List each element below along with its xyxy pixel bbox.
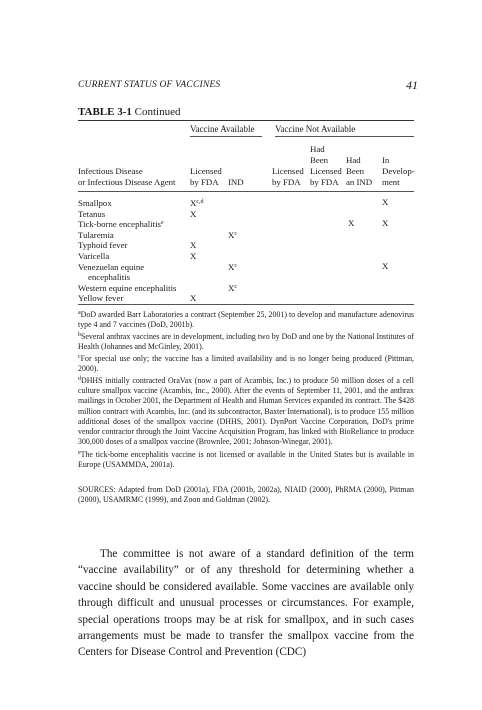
cell-licensed: X$^{c,d}$	[190, 198, 204, 208]
header-bottom-rule	[78, 191, 414, 192]
row-agent-name: Tick-borne encephalitis$^e$	[78, 219, 164, 230]
table-row	[78, 239, 414, 250]
footnote-b: $^b$Several anthrax vaccines are in development, including two by DoD and one by the National Institutes of Health (Johannes and McGinley, 2001).	[78, 332, 414, 352]
table-label: TABLE 3-1	[78, 106, 132, 118]
table-top-rule	[78, 120, 414, 121]
cell-ind: $X^c$	[228, 261, 238, 272]
page-number: 41	[406, 78, 418, 92]
table-row	[78, 261, 414, 272]
table-row	[78, 208, 414, 219]
col-header-licensed: Licensed by FDA	[190, 166, 222, 187]
cell-ind: $X^c$	[228, 229, 238, 240]
cell-had-been-ind: X	[348, 218, 355, 229]
cell-licensed: X	[190, 208, 197, 219]
table-row	[78, 250, 414, 261]
cell-in-development: X	[382, 218, 389, 229]
table-row	[78, 229, 414, 240]
table-bottom-rule	[78, 304, 414, 305]
cell-in-development: X	[382, 197, 389, 207]
cell-licensed: X	[190, 240, 197, 251]
row-agent-name: Varicella	[78, 250, 110, 261]
table-row	[78, 282, 414, 293]
group-rule-available	[190, 136, 262, 137]
table-title	[78, 106, 180, 118]
row-agent-name: Tularemia	[78, 229, 114, 240]
cell-licensed: X	[190, 293, 197, 304]
footnote-e: $^e$The tick-borne encephalitis vaccine is not licensed or available in the United States but is available in Europe (USAMMDA, 2001a).	[78, 450, 414, 470]
running-head: CURRENT STATUS OF VACCINES	[78, 80, 221, 90]
col-header-ind: IND	[228, 177, 244, 187]
footnote-a: $^a$DoD awarded Barr Laboratories a contract (September 25, 2001) to develop and manufacture adenovirus type 4 and 7 vaccines (DoD, 2001b).	[78, 310, 414, 330]
table-sources: SOURCES: Adapted from DoD (2001a), FDA (2001b, 2002a), NIAID (2000), PhRMA (2000), Pittman (2000), USAMRMC (1999), and Zoon and Goldman (2002).	[78, 485, 414, 505]
footnote-d: $^d$DHHS initially contracted OraVax (now a part of Acambis, Inc.) to produce 50 million doses of a cell culture smallpox vaccine (Acambis, Inc., 2000). After the events of September 11, 2001, and the anthrax mailings in October 2001, the Department of Health and Human Services expanded its contract. The $428 million contract with Acambis, Inc. (and its subcontractor, Baxter International), is to produce 155 million additional doses of the smallpox vaccine (DHHS, 2001). DynPort Vaccine Corporation, DoD's prime vendor contractor through the Joint Vaccine Acquisition Program, has linked with BioReliance to produce 300,000 doses of a smallpox vaccine (Brownlee, 2001; Johnson-Winegar, 2001).	[78, 376, 414, 447]
row-agent-name: Smallpox	[78, 198, 112, 208]
table-row	[78, 292, 414, 303]
row-agent-name: Tetanus	[78, 208, 106, 219]
body-paragraph: The committee is not aware of a standard definition of the term “vaccine availability” or of any threshold for determining whether a vaccine should be considered available. Some vaccines are available only through difficult and unusual processes or circumstances. For example, special operations troops may be at risk for smallpox, and in such cases arrangements must be made to transfer the smallpox vaccine from the Centers for Disease Control and Prevention (CDC)	[78, 548, 414, 659]
table-body	[78, 197, 414, 303]
row-agent-name: Western equine encephalitis	[78, 282, 177, 293]
table-row	[78, 197, 414, 208]
col-header-had-been-ind: Had Been an IND	[346, 155, 373, 187]
row-agent-name: encephalitis	[88, 272, 131, 283]
group-header-not-available: Vaccine Not Available	[275, 124, 356, 134]
col-header-in-development: In Develop- ment	[382, 155, 415, 187]
row-agent-name: Yellow fever	[78, 293, 124, 304]
cell-ind: $X^c$	[228, 282, 238, 293]
cell-in-development: X	[382, 260, 389, 271]
table-row	[78, 271, 414, 282]
row-agent-name: Venezuelan equine	[78, 261, 145, 272]
col-header-agent: Infectious Disease or Infectious Disease Agent	[78, 166, 176, 187]
footnote-c: $^c$For special use only; the vaccine has a limited availability and is no longer being produced (Pittman, 2000).	[78, 354, 414, 374]
group-header-available: Vaccine Available	[190, 124, 255, 134]
cell-licensed: X	[190, 250, 197, 261]
col-header-had-been-licensed: Had Been Licensed by FDA	[310, 144, 342, 187]
table-row	[78, 218, 414, 229]
row-agent-name: Typhoid fever	[78, 240, 128, 251]
col-header-licensed-not-available: Licensed by FDA	[272, 166, 304, 187]
table-title-suffix: Continued	[134, 106, 181, 118]
group-rule-not-available	[275, 136, 414, 137]
